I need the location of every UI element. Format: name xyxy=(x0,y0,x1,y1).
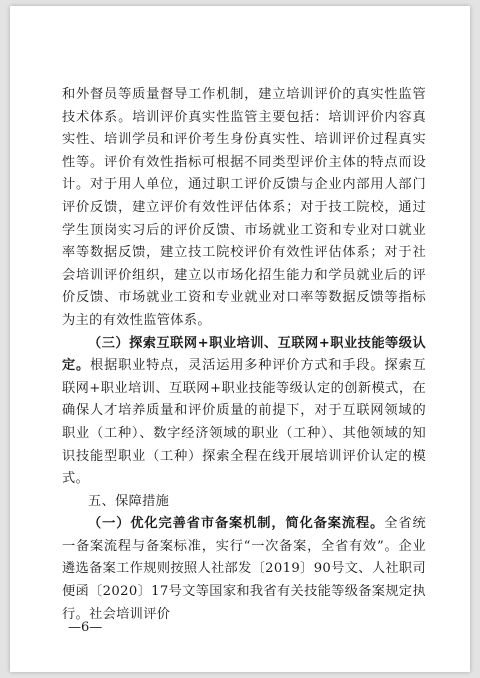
section-5-1-paragraph xyxy=(62,513,426,626)
section-3-body: 根据职业特点，灵活运用多种评价方式和手段。探索互联网+职业培训、互联网+职业技能等级认定的创新模式，在确保人才培养质量和评价质量的前提下，对于互联网领域的职业（工种）、数字经济领域的职业（工种）、其他领域的知识技能型职业（工种）探索全程在线开展培训评价认定的模式。 xyxy=(62,358,426,487)
section-5-1-body: 全省统一备案流程与备案标准，实行“一次备案，全省有效”。企业遴选备案工作规则按照人社部发〔2019〕90号文、人社职司便函〔2020〕17号文等国家和我省有关技能等级备案规定执行。社会培训评价 xyxy=(62,516,426,622)
section-5-1-heading: （一）优化完善省市备案机制，简化备案流程。 xyxy=(88,516,385,532)
paragraph-evaluation-supervision: 和外督员等质量督导工作机制，建立培训评价的真实性监管技术体系。培训评价真实性监管主要包括：培训评价内容真实性、培训学员和评价考生身份真实性、培训评价过程真实性等。评价有效性指标可根据不同类型评价主体的特点而设计。对于用人单位，通过职工评价反馈与企业内部用人部门评价反馈，建立评价有效性评估体系；对于技工院校，通过学生顶岗实习后的评价反馈、市场就业工资和专业对口就业率等数据反馈，建立技工院校评价有效性评估体系；对于社会培训评价组织，建立以市场化招生能力和学员就业后的评价反馈、市场就业工资和专业就业对口率等数据反馈等指标为主的有效性监管体系。 xyxy=(62,87,426,328)
section-5-heading: 五、保障措施 xyxy=(88,493,170,509)
section-3-heading: （三）探索互联网+职业培训、互联网+职业技能等级认定。 xyxy=(62,335,426,374)
page-number: —6— xyxy=(68,620,103,635)
section-3-paragraph xyxy=(62,333,426,491)
document-body xyxy=(62,84,426,626)
document-page xyxy=(10,6,470,672)
